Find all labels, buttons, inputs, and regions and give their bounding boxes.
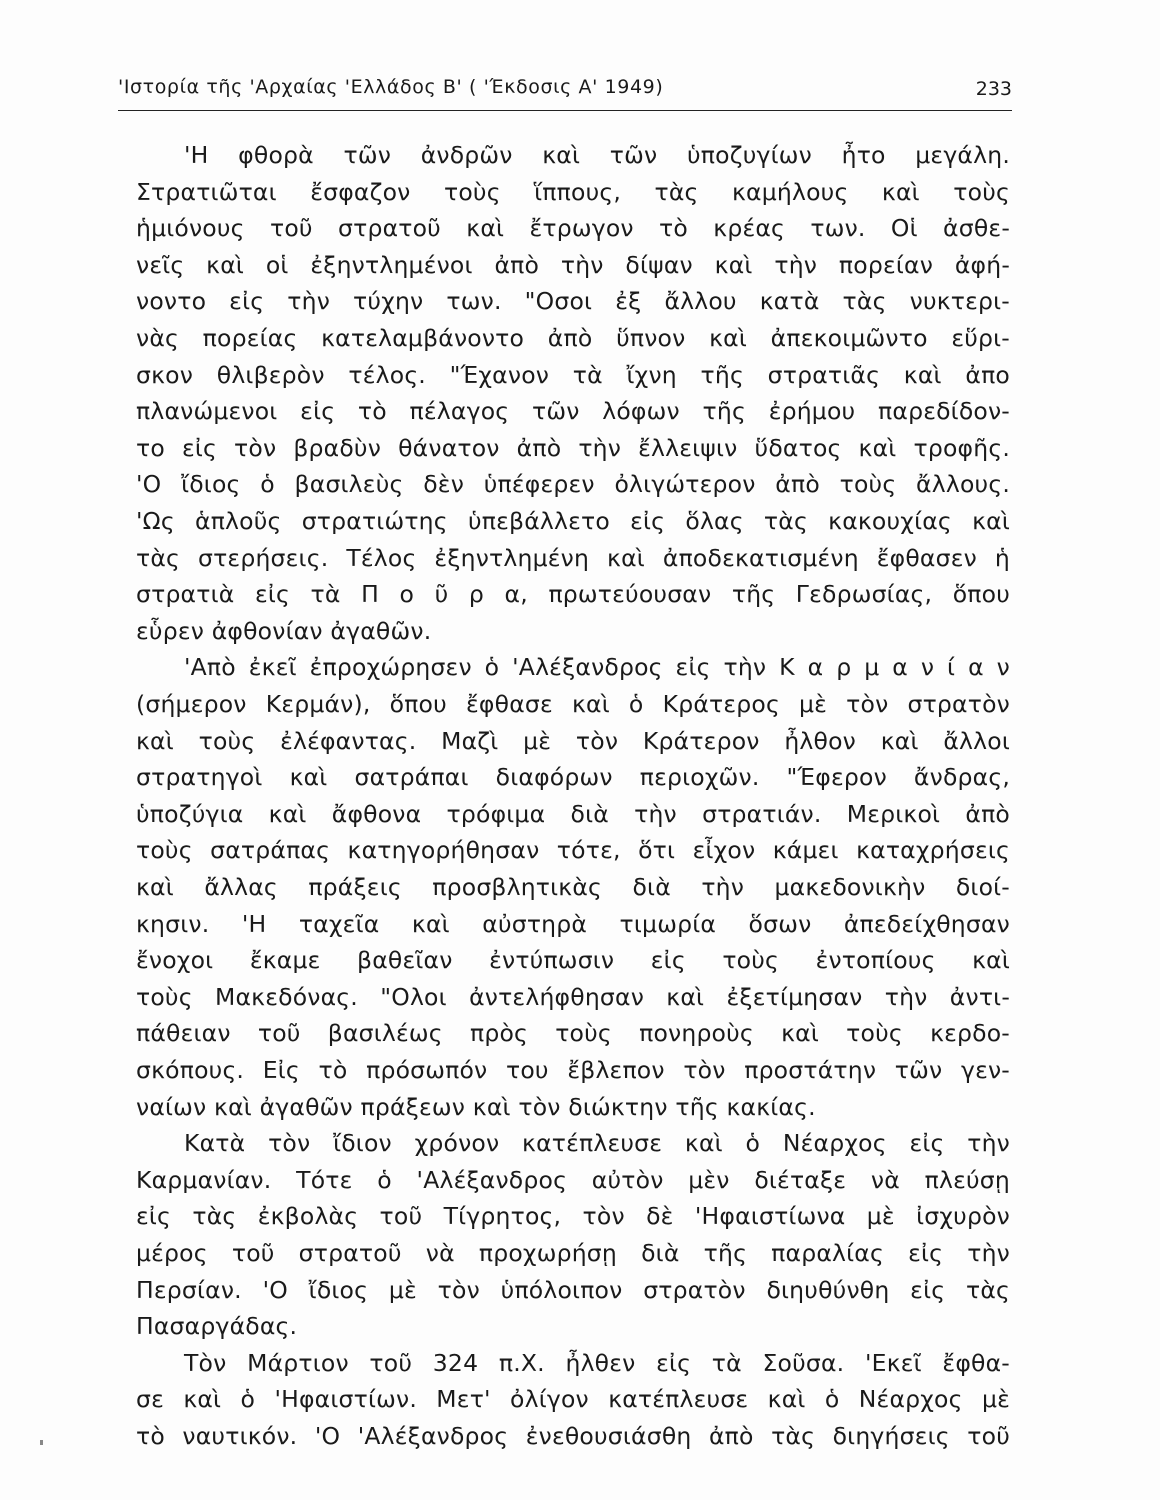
text-line: 'Ως ἁπλοῦς στρατιώτης ὑπεβάλλετο εἰς ὅλας τὰς κακουχίας καὶ <box>136 507 1010 535</box>
text-line: τοὺς σατράπας κατηγορήθησαν τότε, ὅτι εἶχον κάμει καταχρήσεις <box>136 836 1010 865</box>
text-line: Καρμανίαν. Τότε ὁ 'Αλέξανδρος αὐτὸν μὲν διέταξε νὰ πλεύσῃ <box>136 1165 1010 1194</box>
text-line: πλανώμενοι εἰς τὸ πέλαγος τῶν λόφων τῆς ἐρήμου παρεδίδον- <box>136 397 1010 426</box>
text-line: τὸ ναυτικόν. 'Ο 'Αλέξανδρος ἐνεθουσιάσθη ἀπὸ τὰς διηγήσεις τοῦ <box>136 1422 1010 1450</box>
text-line: καὶ τοὺς ἐλέφαντας. Μαζὶ μὲ τὸν Κράτερον ἦλθον καὶ ἄλλοι <box>136 726 1010 755</box>
text-line: Περσίαν. 'Ο ἴδιος μὲ τὸν ὑπόλοιπον στρατὸν διηυθύνθη εἰς τὰς <box>136 1275 1010 1304</box>
text-line: πάθειαν τοῦ βασιλέως πρὸς τοὺς πονηροὺς καὶ τοὺς κερδο- <box>136 1019 1010 1048</box>
text-line: ἡμιόνους τοῦ στρατοῦ καὶ ἔτρωγον τὸ κρέας των. Οἱ ἀσθε- <box>136 214 1010 243</box>
text-line: (σήμερον Κερμάν), ὅπου ἔφθασε καὶ ὁ Κράτερος μὲ τὸν στρατὸν <box>136 690 1010 718</box>
text-line: σκόπους. Εἰς τὸ πρόσωπόν του ἔβλεπον τὸν προστάτην τῶν γεν- <box>136 1056 1010 1084</box>
text-line: ὑποζύγια καὶ ἄφθονα τρόφιμα διὰ τὴν στρατιάν. Μερικοὶ ἀπὸ <box>136 799 1010 828</box>
text-line: 'Ο ἴδιος ὁ βασιλεὺς δὲν ὑπέφερεν ὀλιγώτερον ἀπὸ τοὺς ἄλλους. <box>136 470 1010 499</box>
text-line: Τὸν Μάρτιον τοῦ 324 π.Χ. ἦλθεν εἰς τὰ Σοῦσα. 'Εκεῖ ἔφθα- <box>184 1348 1010 1377</box>
text-line: Στρατιῶται ἔσφαζον τοὺς ἵππους, τὰς καμήλους καὶ τοὺς <box>136 177 1010 206</box>
text-line: 'Απὸ ἐκεῖ ἐπροχώρησεν ὁ 'Αλέξανδρος εἰς τὴν Κ α ρ μ α ν ί α ν <box>184 653 1010 682</box>
text-line: εὗρεν ἀφθονίαν ἀγαθῶν. <box>136 616 432 645</box>
header-rule <box>118 110 1012 111</box>
text-line: Πασαργάδας. <box>136 1312 298 1341</box>
margin-speck <box>40 1440 43 1445</box>
text-line: στρατιὰ εἰς τὰ Π ο ῦ ρ α, πρωτεύουσαν τῆς Γεδρωσίας, ὅπου <box>136 580 1010 609</box>
text-line: ναίων καὶ ἀγαθῶν πράξεων καὶ τὸν διώκτην τῆς κακίας. <box>136 1092 816 1121</box>
text-line: τοὺς Μακεδόνας. "Ολοι ἀντελήφθησαν καὶ ἐξετίμησαν τὴν ἀντι- <box>136 982 1010 1011</box>
text-line: στρατηγοὶ καὶ σατράπαι διαφόρων περιοχῶν. "Έφερον ἄνδρας, <box>136 763 1010 792</box>
text-line: σκον θλιβερὸν τέλος. "Έχανον τὰ ἴχνη τῆς στρατιᾶς καὶ ἀπο <box>136 360 1010 389</box>
text-line: 'Η φθορὰ τῶν ἀνδρῶν καὶ τῶν ὑποζυγίων ἦτο μεγάλη. <box>184 141 1010 169</box>
text-line: καὶ ἄλλας πράξεις προσβλητικὰς διὰ τὴν μακεδονικὴν διοί- <box>136 873 1010 901</box>
text-line: νοντο εἰς τὴν τύχην των. "Οσοι ἐξ ἄλλου κατὰ τὰς νυκτερι- <box>136 287 1010 316</box>
text-line: Κατὰ τὸν ἴδιον χρόνον κατέπλευσε καὶ ὁ Νέαρχος εἰς τὴν <box>184 1129 1010 1158</box>
text-line: κησιν. 'Η ταχεῖα καὶ αὐστηρὰ τιμωρία ὅσων ἀπεδείχθησαν <box>136 909 1010 938</box>
text-line: το εἰς τὸν βραδὺν θάνατον ἀπὸ τὴν ἔλλειψιν ὕδατος καὶ τροφῆς. <box>136 433 1010 462</box>
running-header <box>118 74 1012 106</box>
text-line: νὰς πορείας κατελαμβάνοντο ἀπὸ ὕπνον καὶ ἀπεκοιμῶντο εὕρι- <box>136 324 1010 352</box>
text-line: μέρος τοῦ στρατοῦ νὰ προχωρήσῃ διὰ τῆς παραλίας εἰς τὴν <box>136 1239 1010 1267</box>
text-line: εἰς τὰς ἐκβολὰς τοῦ Τίγρητος, τὸν δὲ 'Ηφαιστίωνα μὲ ἰσχυρὸν <box>136 1202 1010 1231</box>
text-line: νεῖς καὶ οἱ ἐξηντλημένοι ἀπὸ τὴν δίψαν καὶ τὴν πορείαν ἀφή- <box>136 250 1010 279</box>
text-line: σε καὶ ὁ 'Ηφαιστίων. Μετ' ὀλίγον κατέπλευσε καὶ ὁ Νέαρχος μὲ <box>136 1385 1010 1414</box>
page-number: 233 <box>975 78 1012 100</box>
running-header-title: 'Ιστορία τῆς 'Αρχαίας 'Ελλάδος Β' ( 'Έκδοσις Α' 1949) <box>118 76 664 98</box>
text-line: ἔνοχοι ἔκαμε βαθεῖαν ἐντύπωσιν εἰς τοὺς ἐντοπίους καὶ <box>136 946 1010 975</box>
text-line: τὰς στερήσεις. Τέλος ἐξηντλημένη καὶ ἀποδεκατισμένη ἔφθασεν ἡ <box>136 543 1010 572</box>
